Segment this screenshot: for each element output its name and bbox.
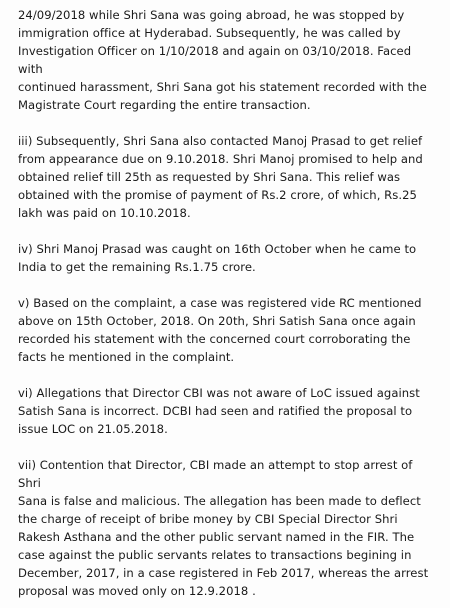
paragraph-iii: iii) Subsequently, Shri Sana also contacted Manoj Prasad to get relief from appearance due on 9.10.2018. Shri Manoj promised to help and obtained relief till 25th as requested by Shri Sana. This relief was obtained with the promise of payment of Rs.2 crore, of which, Rs.25 lakh was paid on 10.10.2018. [18, 134, 423, 220]
paragraph-v: v) Based on the complaint, a case was registered vide RC mentioned above on 15th October, 2018. On 20th, Shri Satish Sana once again recorded his statement with the concerned court corroborating the facts he mentioned in the complaint. [18, 296, 422, 364]
paragraph-iv: iv) Shri Manoj Prasad was caught on 16th October when he came to India to get the remaining Rs.1.75 crore. [18, 242, 417, 274]
paragraph-vii: vii) Contention that Director, CBI made an attempt to stop arrest of Shri Sana is false and malicious. The allegation has been made to deflect the charge of receipt of bribe money by CBI Special Director Shri Rakesh Asthana and the other public servant named in the FIR. The case against the public servants relates to transactions begining in December, 2017, in a case registered in Feb 2017, whereas the arrest proposal was moved only on 12.9.2018 . [18, 458, 429, 598]
document-body [18, 6, 436, 600]
paragraph-vi: vi) Allegations that Director CBI was not aware of LoC issued against Satish Sana is incorrect. DCBI had seen and ratified the proposal to issue LOC on 21.05.2018. [18, 386, 420, 436]
paragraph-continuation: 24/09/2018 while Shri Sana was going abroad, he was stopped by immigration office at Hyderabad. Subsequently, he was called by Investigation Officer on 1/10/2018 and again on 03/10/2018. Faced with continued harassment, Shri Sana got his statement recorded with the Magistrate Court regarding the entire transaction. [18, 8, 427, 112]
